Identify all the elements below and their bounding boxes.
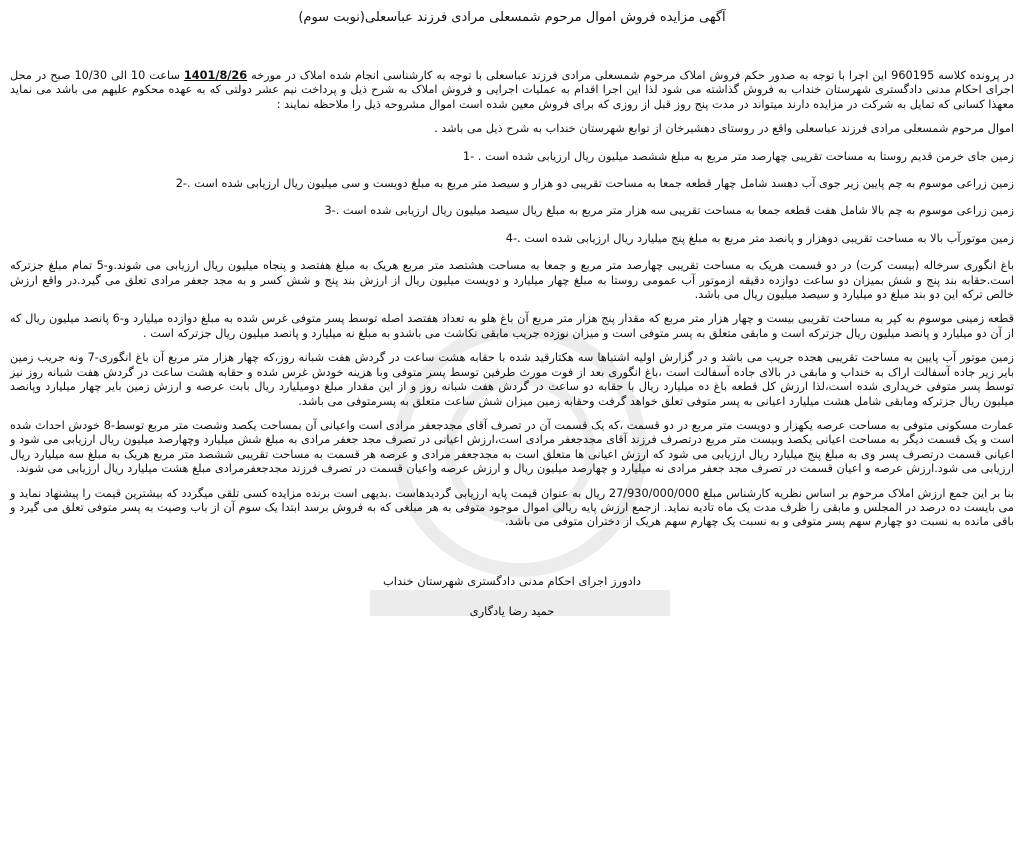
signature-name: حمید رضا یادگاری xyxy=(469,603,555,618)
property-item-2: زمین زراعی موسوم به چم پایین زیر جوی آب دهسد شامل چهار قطعه جمعا به مساحت تقریبی دو هزار و سیصد متر مربع به مبلغ دویست و سی میلیون ریال ارزیابی شده است .-2 xyxy=(175,177,1014,191)
intro-text-end: ساعت 10 الی 10/30 صبح در محل اجرای احکام مدنی دادگستری شهرستان خنداب به فروش گذاشته می شود لذا این اجرا اقدام به عملیات اجرایی و فروش املاک به شرح ذیل و پرداخت نیم عشر دولتی که به عهده محکوم علیهم می باشد می نماید معهذا کسانی که تمایل به شرکت در مزایده دارند میتواند در مدت پنج روز قبل از روزی که برای فروش معین شده است اموال مشروحه ذیل را ملاحظه نمایند : xyxy=(10,69,1014,111)
property-item-3: زمین زراعی موسوم به چم بالا شامل هفت قطعه جمعا به مساحت تقریبی سه هزار متر مربع به مبلغ ریال سیصد میلیون ریال ارزیابی شده است .-3 xyxy=(324,204,1014,218)
property-item-5: باغ انگوری سرخاله (بیست کرت) در دو قسمت هریک به مساحت تقریبی چهارصد متر مربع و جمعا به مساحت هشتصد متر مربع هریک به مبلغ هفتصد و پنجاه میلیون ریال ارزیابی می شوند.و-5 تمام مبلغ جزترکه است.حقابه بند پنج و شش بمیزان دو ساعت دوازده دقیقه ازموتور آب عمومی روستا به مبلغ چهار میلیارد و دویست میلیون ریال از ارزش بند پنج و شش کسر و به مجد جعفر مرادی تعلق می گیرد.در واقع ارزش خالص ترکه این دو بند مبلغ دو میلیارد و سیصد میلیون ریال می باشد. xyxy=(10,259,1014,302)
announcement-body xyxy=(10,69,1014,530)
intro-paragraph xyxy=(10,69,1014,112)
property-item-7: زمین موتور آب پایین به مساحت تقریبی هجده جریب می باشد و در گزارش اولیه اشتباها سه هکتارقید شده با حقابه هشت ساعت در گردش هفت شبانه روز،که چهار هزار متر مربع آن باغ انگوری-7 ونه جریب زمین بایر زیر جاده آسفالت اراک به خنداب و مابقی در بالای جاده آسفالت است ،باغ انگوری بعد از فوت مورث طرفین توسط پسر متوفی وبا هزینه خودش غرس شده و حقابه هشت ساعت در گردش هفت شبانه روز نیز توسط پسر متوفی خریداری شده است،لذا ارزش کل قطعه باغ ده میلیارد ریال با حقابه دو ساعت در گردش هفت شبانه روز و از این مقدار مبلغ دومیلیارد ریال بابت عرصه و ارزش زمین بایر چهار میلیارد وپانصد میلیون ریال جزترکه ومابقی شامل هشت میلیارد اعیانی به پسر متوفی تعلق خواهد گرفت وحقابه زمین میزان شش ساعت متعلق به پسرمتوفی می باشد. xyxy=(10,351,1014,408)
closing-paragraph: بنا بر این جمع ارزش املاک مرحوم بر اساس نظریه کارشناس مبلغ 27/930/000/000 ریال به عنوان قیمت پایه ارزیابی گردیدهاست .بدیهی است برنده مزایده کسی تلقی میگردد که بیشترین قیمت را پیشنهاد نماید و می بایست ده درصد در المجلس و مابقی را ظرف مدت یک ماه تادیه نماید. ازجمع ارزش پایه ریالی اموال موجود متوفی به هر مبلغی که به فروش برسد ابتدا یک سوم آن از باب وصیت به پسر متوفی تعلق می گیرد و باقی مانده به نسبت دو چهارم سهم پسر متوفی و به نسبت یک چهارم سهم هریک از دختران متوفی می باشد. xyxy=(10,486,1014,529)
intro-text-start: در پرونده کلاسه 960195 این اجرا با توجه به صدور حکم فروش املاک مرحوم شمسعلی مرادی فرزند عباسعلی با توجه به کارشناسی انجام شده املاک در مورخه xyxy=(247,69,1015,82)
property-item-8: عمارت مسکونی متوفی به مساحت عرصه یکهزار و دویست متر مربع در دو قسمت ،که یک قسمت آن در تصرف آقای مجدجعفر مرادی است واعیانی آن بمساحت یکصد وشصت متر مربع توسط-8 خودش احداث شده است و یک قسمت دیگر به مساحت اعیانی یکصد وبیست متر مربع درتصرف فرزند آقای مجدجعفر مرادی است،ارزش اعیانی در تصرف مجد جعفر مرادی به مبلغ شش میلیارد وچهارصد میلیون ریال ارزیابی می شود و اعیانی قسمت درتصرف پسر وی به مبلغ پنج میلیارد ریال ارزیابی می شود که ارزش اعیانی ها متعلق است به مجدجعفر مرادی و عرصه هر قسمت به مساحت تقریبی ششصد متر مربع هریک به مبلغ سه میلیارد ریال ارزیابی می شود.ارزش عرصه و اعیان قسمت در تصرف مجد جعفر مرادی نه میلیارد و چهارصد میلیون ریال و ارزش عرصه واعیان قسمت در تصرف فرزند مجدجعفرمرادی مبلغ هشت میلیارد ریال ارزیابی می شوند. xyxy=(10,418,1014,476)
property-item-6: قطعه زمینی موسوم به کپر به مساحت تقریبی بیست و چهار هزار متر مربع که مقدار پنج هزار متر مربع آن باغ هلو به تعداد هفتصد اصله توسط پسر متوفی غرس شده به مبلغ دوازده میلیارد و-6 پانصد میلیون ریال که از آن دو میلیارد و پانصد میلیون ریال جزترکه است و مابقی متعلق به پسر متوفی است و میزان نوزده جریب مابقی نکاشت می باشدو به مبلغ نه میلیارد و پانصد میلیون ریال جزترکه است . xyxy=(10,312,1014,340)
auction-date: 1401/8/26 xyxy=(183,69,248,82)
signature-office: دادورز اجرای احکام مدنی دادگستری شهرستان خنداب xyxy=(382,573,642,588)
property-item-1: زمین جای خرمن قدیم روستا به مساحت تقریبی چهارصد متر مربع به مبلغ ششصد میلیون ریال ارزیابی شده است . -1 xyxy=(462,149,1014,163)
signature-block xyxy=(10,574,1014,618)
properties-heading: اموال مرحوم شمسعلی مرادی فرزند عباسعلی واقع در روستای دهشیرخان از توابع شهرستان خنداب به شرح ذیل می باشد . xyxy=(434,122,1014,136)
property-item-4: زمین موتورآب بالا به مساحت تقریبی دوهزار و پانصد متر مربع به مبلغ پنج میلیارد ریال ارزیابی شده است .-4 xyxy=(505,231,1014,245)
page-title: آگهی مزایده فروش اموال مرحوم شمسعلی مرادی فرزند عباسعلی(نوبت سوم) xyxy=(298,10,726,25)
